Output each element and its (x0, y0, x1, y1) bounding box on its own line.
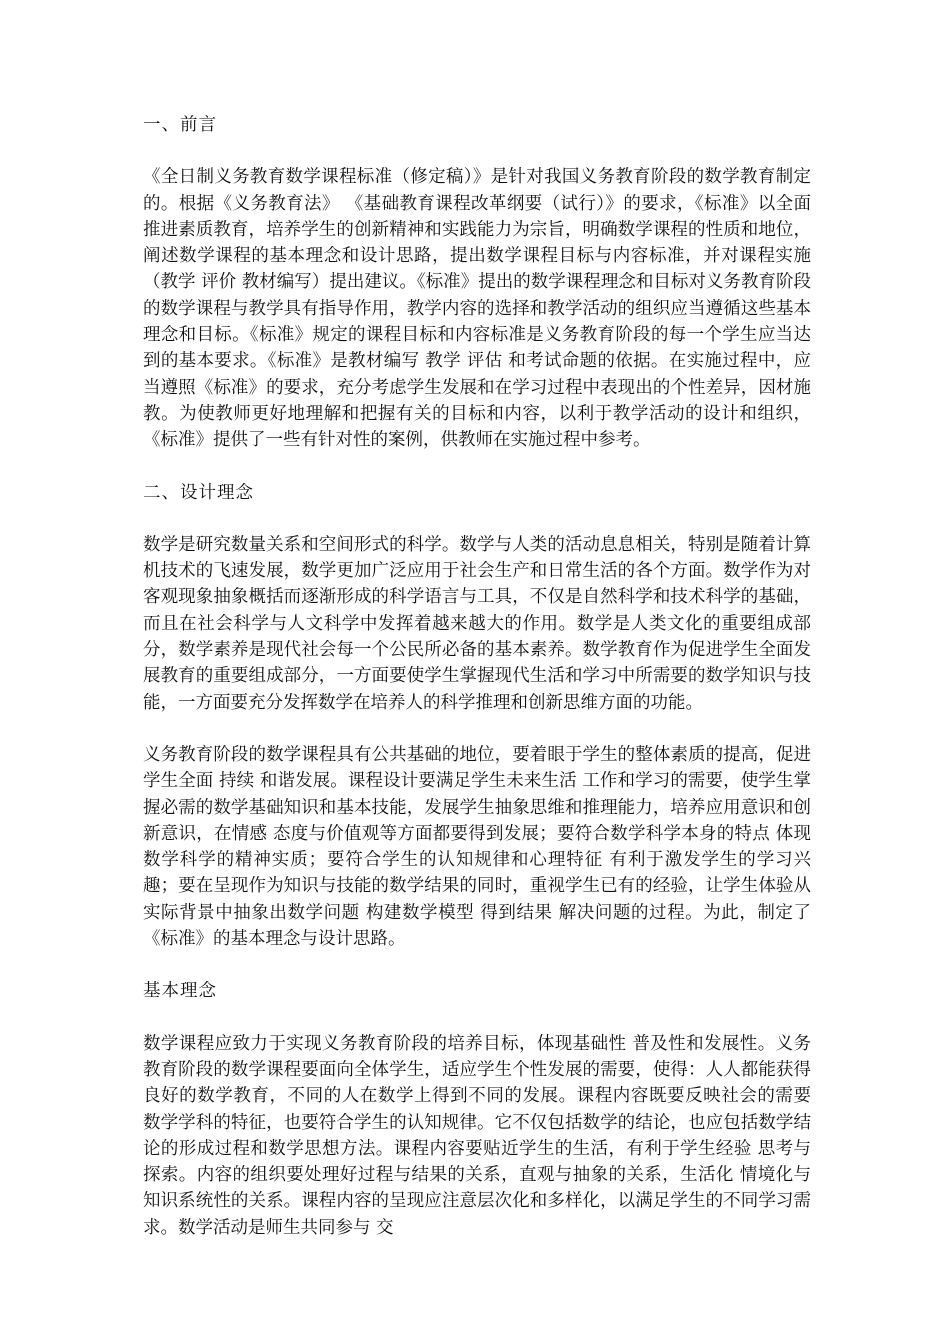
design-concept-paragraph-2: 义务教育阶段的数学课程具有公共基础的地位，要着眼于学生的整体素质的提高，促进学生全面 持续 和谐发展。课程设计要满足学生未来生活 工作和学习的需要，使学生掌握必需的数学基础知识和基本技能，发展学生抽象思维和推理能力，培养应用意识和创新意识，在情感 态度与价值观等方面都要得到发展；要符合数学科学本身的特点 体现数学科学的精神实质；要符合学生的认知规律和心理特征 有利于激发学生的学习兴趣；要在呈现作为知识与技能的数学结果的同时，重视学生已有的经验，让学生体验从实际背景中抽象出数学问题 构建数学模型 得到结果 解决问题的过程。为此，制定了《标准》的基本理念与设计思路。 (143, 744, 811, 950)
section-heading-design-concept: 二、设计理念 (143, 482, 254, 503)
document-page (143, 112, 811, 1241)
preface-paragraph: 《全日制义务教育数学课程标准（修定稿）》是针对我国义务教育阶段的数学教育制定的。根据《义务教育法》 《基础教育课程改革纲要（试行）》的要求，《标准》以全面推进素质教育，培养学生的创新精神和实践能力为宗旨，明确数学课程的性质和地位，阐述数学课程的基本理念和设计思路，提出数学课程目标与内容标准，并对课程实施（教学 评价 教材编写）提出建议。《标准》提出的数学课程理念和目标对义务教育阶段的数学课程与教学具有指导作用，教学内容的选择和教学活动的组织应当遵循这些基本理念和目标。《标准》规定的课程目标和内容标准是义务教育阶段的每一个学生应当达到的基本要求。《标准》是教材编写 教学 评估 和考试命题的依据。在实施过程中，应当遵照《标准》的要求，充分考虑学生发展和在学习过程中表现出的个性差异，因材施教。为使教师更好地理解和把握有关的目标和内容，以利于教学活动的设计和组织，《标准》提供了一些有针对性的案例，供教师在实施过程中参考。 (143, 167, 811, 451)
design-concept-paragraph-1: 数学是研究数量关系和空间形式的科学。数学与人类的活动息息相关，特别是随着计算机技术的飞速发展，数学更加广泛应用于社会生产和日常生活的各个方面。数学作为对客观现象抽象概括而逐渐形成的科学语言与工具，不仅是自然科学和技术科学的基础，而且在社会科学与人文科学中发挥着越来越大的作用。数学是人类文化的重要组成部分，数学素养是现代社会每一个公民所必备的基本素养。数学教育作为促进学生全面发展教育的重要组成部分，一方面要使学生掌握现代生活和学习中所需要的数学知识与技能，一方面要充分发挥数学在培养人的科学推理和创新思维方面的功能。 (143, 534, 811, 713)
basic-concept-paragraph: 数学课程应致力于实现义务教育阶段的培养目标，体现基础性 普及性和发展性。义务教育阶段的数学课程要面向全体学生，适应学生个性发展的需要，使得：人人都能获得良好的数学教育，不同的人在数学上得到不同的发展。课程内容既要反映社会的需要 数学学科的特征，也要符合学生的认知规律。它不仅包括数学的结论，也应包括数学结论的形成过程和数学思想方法。课程内容要贴近学生的生活，有利于学生经验 思考与探索。内容的组织要处理好过程与结果的关系，直观与抽象的关系，生活化 情境化与知识系统性的关系。课程内容的呈现应注意层次化和多样化，以满足学生的不同学习需求。数学活动是师生共同参与 交 (143, 1033, 811, 1238)
section-heading-preface: 一、前言 (143, 115, 217, 135)
section-heading-basic-concept: 基本理念 (143, 981, 217, 1002)
